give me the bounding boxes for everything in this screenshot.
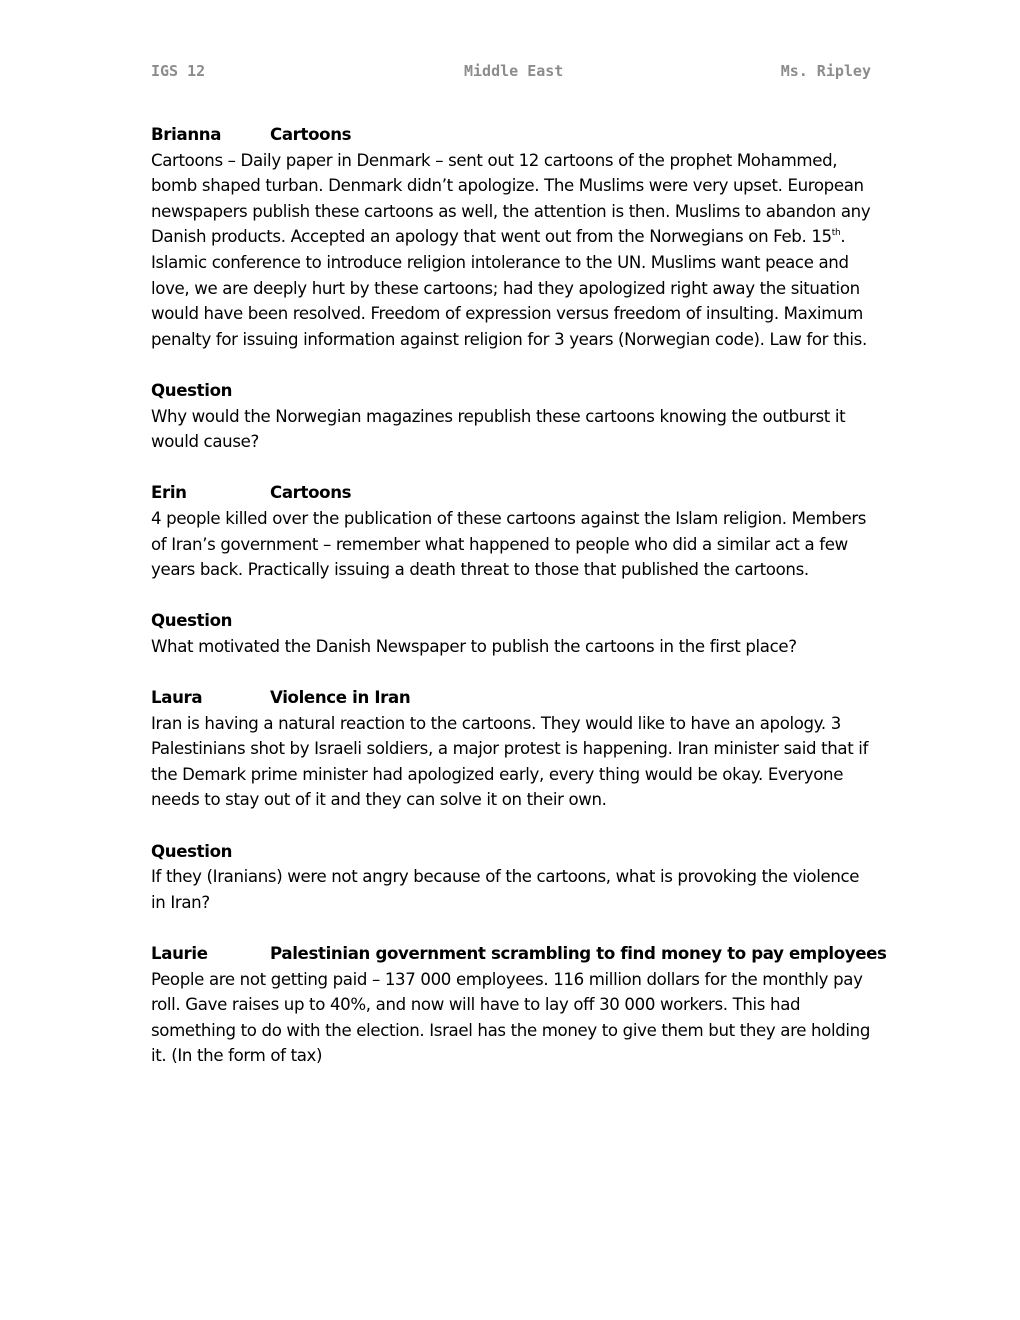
section-heading-brianna	[151, 122, 873, 148]
student-name: Erin	[151, 483, 187, 503]
student-name: Laura	[151, 688, 203, 708]
summary-text-continued: . Islamic conference to introduce religion intolerance to the UN. Muslims want peace and love, we are deeply hurt by these cartoons; had they apologized right away the situation would have been resolved. Freedom of expression versus freedom of insulting. Maximum penalty for issuing information against religion for 3 years (Norwegian code). Law for this.	[151, 227, 867, 349]
section-topic: Violence in Iran	[270, 688, 411, 708]
question-text: Why would the Norwegian magazines republish these cartoons knowing the outburst it would cause?	[151, 406, 846, 452]
header-teacher: Ms. Ripley	[780, 62, 871, 80]
section-heading-laurie	[151, 941, 887, 967]
section-topic: Palestinian government scrambling to find money to pay employees	[270, 944, 887, 963]
student-name: Laurie	[151, 944, 208, 963]
question-label: Question	[151, 841, 233, 861]
section-heading-laura	[151, 685, 873, 711]
question-text: If they (Iranians) were not angry because of the cartoons, what is provoking the violence in Iran?	[151, 867, 860, 912]
section-summary	[151, 148, 873, 353]
section-heading-erin	[151, 480, 873, 506]
header-course: IGS 12	[151, 62, 206, 80]
section-summary: 4 people killed over the publication of these cartoons against the Islam religion. Members of Iran’s government – remember what happened to people who did a similar act a few years back. Practically issuing a death threat to those that published the cartoons.	[151, 508, 867, 580]
student-name: Brianna	[151, 125, 222, 144]
question-label: Question	[151, 380, 233, 400]
section-topic: Cartoons	[270, 125, 352, 144]
question-label: Question	[151, 611, 233, 631]
summary-text: Cartoons – Daily paper in Denmark – sent out 12 cartoons of the prophet Mohammed, bomb shaped turban. Denmark didn’t apologize. The Muslims were very upset. European newspapers publish these cartoons as well, the attention is then. Muslims to abandon any Danish products. Accepted an apology that went out from the Norwegians on Feb. 15	[151, 150, 871, 247]
question-text: What motivated the Danish Newspaper to publish the cartoons in the first place?	[151, 636, 797, 656]
page-header	[151, 62, 871, 84]
section-summary: People are not getting paid – 137 000 employees. 116 million dollars for the monthly pay roll. Gave raises up to 40%, and now will have to lay off 30 000 workers. This had something to do with the election. Israel has the money to give them but they are holding it. (In the form of tax)	[151, 969, 871, 1066]
document-body	[151, 122, 887, 1069]
section-summary: Iran is having a natural reaction to the cartoons. They would like to have an apology. 3 Palestinians shot by Israeli soldiers, a major protest is happening. Iran minister said that if the Demark prime minister had apologized early, every thing would be okay. Everyone needs to stay out of it and they can solve it on their own.	[151, 713, 869, 810]
superscript-ordinal: th	[831, 228, 841, 239]
section-topic: Cartoons	[270, 483, 352, 503]
header-subject: Middle East	[464, 62, 564, 80]
